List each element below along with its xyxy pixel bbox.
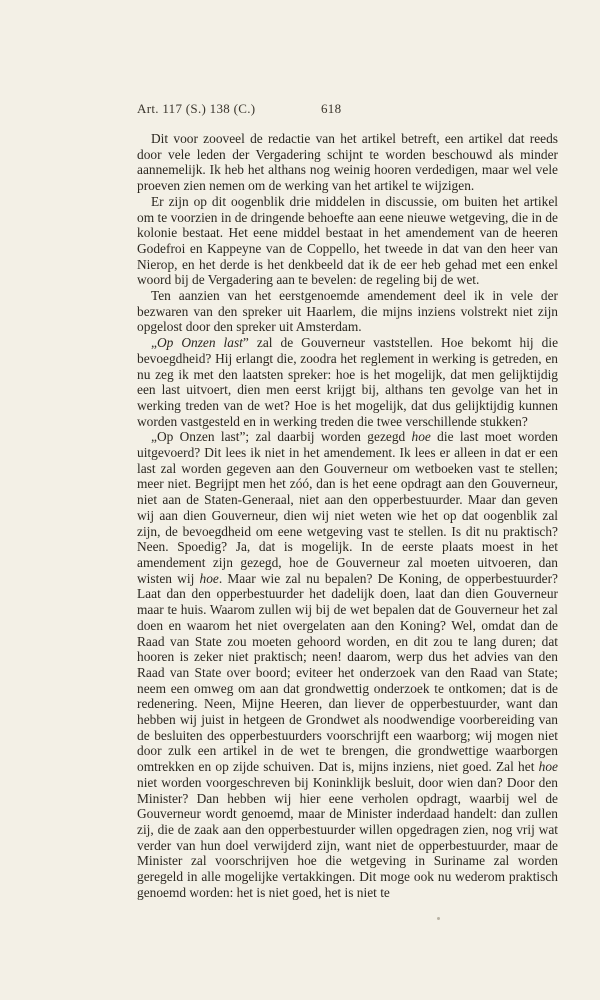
italic-phrase: Op Onzen last: [156, 335, 243, 351]
page-number: 618: [321, 101, 342, 116]
italic-phrase: hoe: [411, 429, 431, 445]
article-reference: Art. 117 (S.) 138 (C.): [137, 101, 256, 116]
text-run: ” zal de Gouverneur vaststellen. Hoe bekomt hij die bevoegdheid? Hij erlangt die, zoodra het reglement in werking is getreden, en nu zeg ik met den laatsten spreker: hoe is het mogelijk, dat men gelijktijdig een last uitvoert, dien men eerst krijgt bij, althans ten gevolge van het in werking treden van de wet? Hoe is het mogelijk, dat dus gelijktijdig kunnen worden vastgesteld en in werking treden die twee verschillende stukken?: [137, 335, 559, 429]
text-run: Er zijn op dit oogenblik drie middelen in discussie, om buiten het artikel om te voorzien in de dringende behoefte aan eene nieuwe wetgeving, die in de kolonie bestaat. Het eene middel bestaat in het amendement van de heeren Godefroi en Kappeyne van de Coppello, het tweede in dat van den heer van Nierop, en het derde is het denkbeeld dat ik de eer heb gehad met een enkel woord bij de Vergadering aan te bevelen: de regeling bij de wet.: [137, 193, 558, 288]
text-run: Ten aanzien van het eerstgenoemde amendement deel ik in vele der bezwaren van den spreker uit Haarlem, die mijns inziens volstrekt niet zijn opgelost door den spreker uit Amsterdam.: [137, 288, 558, 335]
body-text: [137, 131, 558, 900]
text-run: „: [151, 335, 157, 351]
paragraph: [137, 288, 558, 335]
paragraph: [137, 194, 558, 288]
paragraph: [137, 131, 558, 194]
text-run: die last moet worden uitgevoerd? Dit lees ik niet in het amendement. Ik lees er alleen in dat er een last zal worden gegeven aan den Gouverneur om wetboeken vast te stellen; meer niet. Begrijpt men het zóó, dan is het eene opdragt aan den Gouverneur, niet aan de Staten-Generaal, niet aan den opperbestuurder. Maar dan geven wij aan dien Gouverneur, dien wij niet weten wie het op dat oogenblik zal zijn, de bevoegdheid om eene wetgeving vast te stellen. Is dit nu praktisch? Neen. Spoedig? Ja, dat is mogelijk. In de eerste plaats moest in het amendement zijn gezegd, hoe de Gouverneur zal moeten uitvoeren, dan wisten wij: [137, 429, 558, 586]
paper-speck: [437, 917, 440, 920]
text-run: niet worden voorgeschreven bij Koninklijk besluit, door wien dan? Door den Minister? Dan hebben wij hier eene verholen opdragt, waarbij wel de Gouverneur wordt genoemd, maar de Minister inderdaad handelt: dan zullen zij, die de zaak aan den opperbestuurder willen opgedragen zien, nog vrij wat verder van hun doel verwijderd zijn, want niet de opperbestuurder, maar de Minister zal voorschrijven hoe die wetgeving in Suriname zal worden geregeld in alle mogelijke vertakkingen. Dit moge ook nu wederom praktisch genoemd worden: het is niet goed, het is niet te: [137, 774, 558, 900]
text-run: „Op Onzen last”; zal daarbij worden gezegd: [151, 429, 412, 445]
paragraph: [137, 429, 558, 900]
running-header: [137, 101, 457, 119]
italic-phrase: hoe: [538, 759, 558, 775]
paragraph: [137, 335, 558, 429]
text-run: Dit voor zooveel de redactie van het artikel betreft, een artikel dat reeds door vele leden der Vergadering schijnt te worden beschouwd als minder aannemelijk. Ik heb het althans nog weinig hooren verdedigen, maar wel vele proeven zien nemen om de werking van het artikel te wijzigen.: [137, 131, 558, 194]
text-run: . Maar wie zal nu bepalen? De Koning, de opperbestuurder? Laat dan den opperbestuurder het dadelijk doen, laat dan dien Gouverneur maar te huis. Waarom zullen wij bij de wet bepalen dat de Gouverneur het zal doen en waarom het niet overgelaten aan den Koning? Wel, omdat dan de Raad van State zou moeten gehoord worden, en dit zou te lang duren; dat hooren is zeker niet praktisch; neen! daarom, werp dus het advies van den Raad van State over boord; eviteer het onderzoek van den Raad van State; neem een omweg om aan dat grondwettig onderzoek te ontkomen; dat is de redenering. Neen, Mijne Heeren, dan liever de opperbestuurder, want dan hebben wij juist in hetgeen de Grondwet als noodwendige voorbereiding van de besluiten des opperbestuurders voorschrijft een waarborg; wij mogen niet door zulk een artikel in de wet te brengen, die grondwettige waarborgen omtrekken en op zijde schuiven. Dat is, mijns inziens, niet goed. Zal het: [137, 570, 558, 775]
italic-phrase: hoe: [199, 570, 219, 586]
